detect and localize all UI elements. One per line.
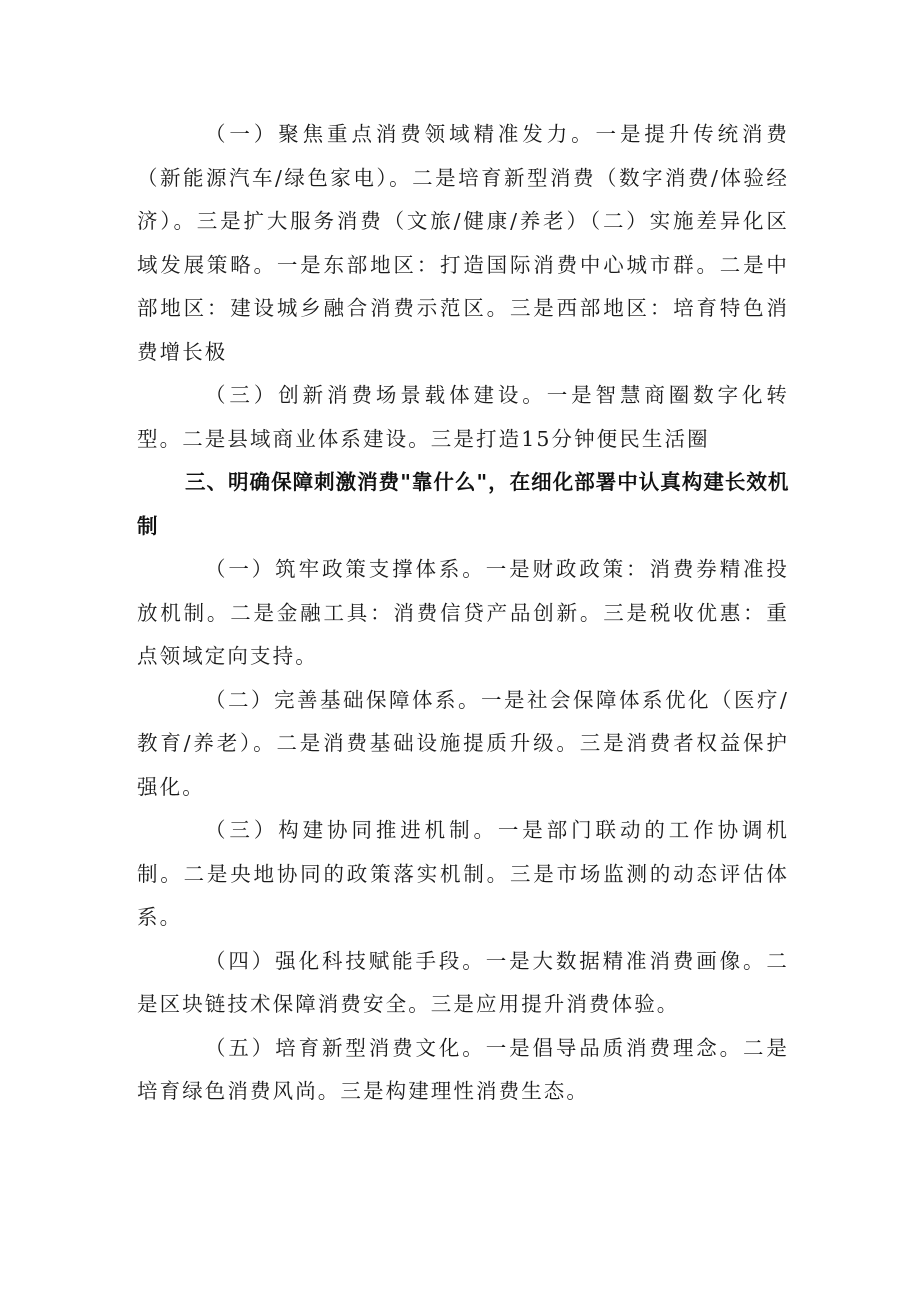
paragraph-scene-carrier: （三）创新消费场景载体建设。一是智慧商圈数字化转型。二是县域商业体系建设。三是打造15分钟便民生活圈 (137, 383, 789, 451)
paragraph-coordination-mechanism: （三）构建协同推进机制。一是部门联动的工作协调机制。二是央地协同的政策落实机制。三是市场监测的动态评估体系。 (137, 818, 789, 929)
paragraph-tech-empowerment: （四）强化科技赋能手段。一是大数据精准消费画像。二是区块链技术保障消费安全。三是应用提升消费体验。 (137, 948, 789, 1016)
paragraph-basic-guarantee: （二）完善基础保障体系。一是社会保障体系优化（医疗/教育/养老）。二是消费基础设施提质升级。三是消费者权益保护强化。 (137, 687, 789, 799)
document-body (137, 113, 789, 1114)
paragraph-consumption-culture: （五）培育新型消费文化。一是倡导品质消费理念。二是培育绿色消费风尚。三是构建理性消费生态。 (137, 1035, 789, 1103)
section-heading-three: 三、明确保障刺激消费"靠什么"，在细化部署中认真构建长效机制 (137, 470, 789, 538)
paragraph-consumption-focus: （一）聚焦重点消费领域精准发力。一是提升传统消费（新能源汽车/绿色家电）。二是培育新型消费（数字消费/体验经济）。三是扩大服务消费（文旅/健康/养老）（二）实施差异化区域发展策略。一是东部地区：打造国际消费中心城市群。二是中部地区：建设城乡融合消费示范区。三是西部地区：培育特色消费增长极 (137, 122, 789, 364)
paragraph-policy-support: （一）筑牢政策支撑体系。一是财政政策：消费券精准投放机制。二是金融工具：消费信贷产品创新。三是税收优惠：重点领域定向支持。 (137, 557, 789, 668)
